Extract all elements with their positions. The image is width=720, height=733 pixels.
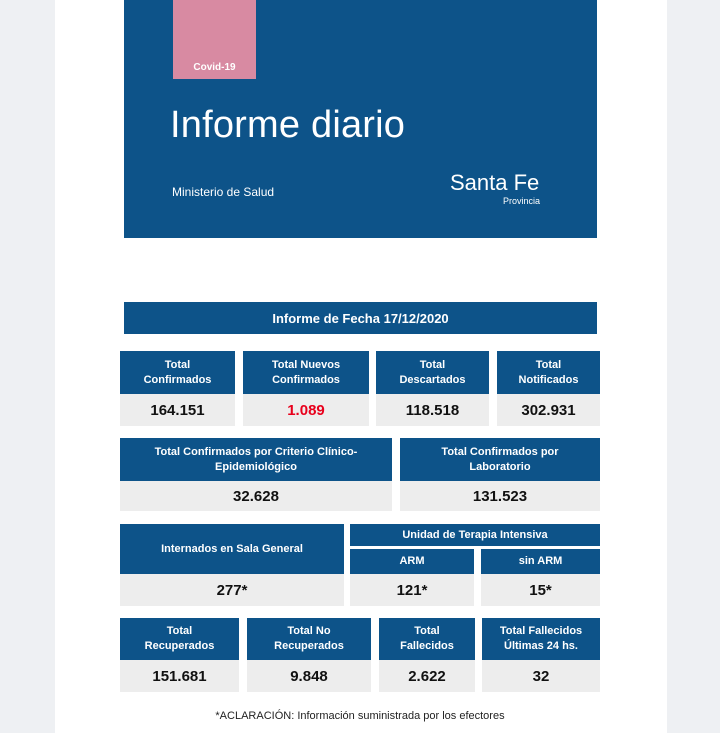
confirmados-laboratorio-value: 131.523 xyxy=(400,481,600,511)
uti-header: Unidad de Terapia Intensiva xyxy=(350,524,600,546)
total-no-recuperados-value: 9.848 xyxy=(247,660,371,692)
total-descartados-value: 118.518 xyxy=(376,394,489,426)
total-notificados-header: Total Notificados xyxy=(497,351,600,394)
confirmados-clinico-header: Total Confirmados por Criterio Clínico- Epidemiológico xyxy=(120,438,392,481)
report-title: Informe diario xyxy=(170,104,406,146)
total-no-recuperados-header: Total No Recuperados xyxy=(247,618,371,660)
fallecidos-24hs-value: 32 xyxy=(482,660,600,692)
total-nuevos-confirmados-header: Total Nuevos Confirmados xyxy=(243,351,369,394)
total-recuperados-value: 151.681 xyxy=(120,660,239,692)
footnote: *ACLARACIÓN: Información suministrada por los efectores xyxy=(215,710,505,722)
sin-arm-value: 15* xyxy=(481,574,600,606)
arm-header: ARM xyxy=(350,549,474,574)
total-recuperados-header: Total Recuperados xyxy=(120,618,239,660)
total-fallecidos-value: 2.622 xyxy=(379,660,475,692)
total-nuevos-confirmados-value: 1.089 xyxy=(243,394,369,426)
arm-value: 121* xyxy=(350,574,474,606)
total-notificados-value: 302.931 xyxy=(497,394,600,426)
total-fallecidos-header: Total Fallecidos xyxy=(379,618,475,660)
confirmados-laboratorio-header: Total Confirmados por Laboratorio xyxy=(400,438,600,481)
sala-general-value: 277* xyxy=(120,574,344,606)
sin-arm-header: sin ARM xyxy=(481,549,600,574)
total-confirmados-value: 164.151 xyxy=(120,394,235,426)
ministry-label: Ministerio de Salud xyxy=(172,185,275,199)
santa-fe-logo-text: Santa Fe xyxy=(450,170,540,195)
santa-fe-logo-subtext: Provincia xyxy=(503,196,541,206)
confirmados-clinico-value: 32.628 xyxy=(120,481,392,511)
total-descartados-header: Total Descartados xyxy=(376,351,489,394)
report-date-bar: Informe de Fecha 17/12/2020 xyxy=(124,302,597,334)
covid-tag-label: Covid-19 xyxy=(193,62,236,73)
covid-tag xyxy=(173,0,256,79)
total-confirmados-header: Total Confirmados xyxy=(120,351,235,394)
fallecidos-24hs-header: Total Fallecidos Últimas 24 hs. xyxy=(482,618,600,660)
sala-general-header: Internados en Sala General xyxy=(120,524,344,574)
